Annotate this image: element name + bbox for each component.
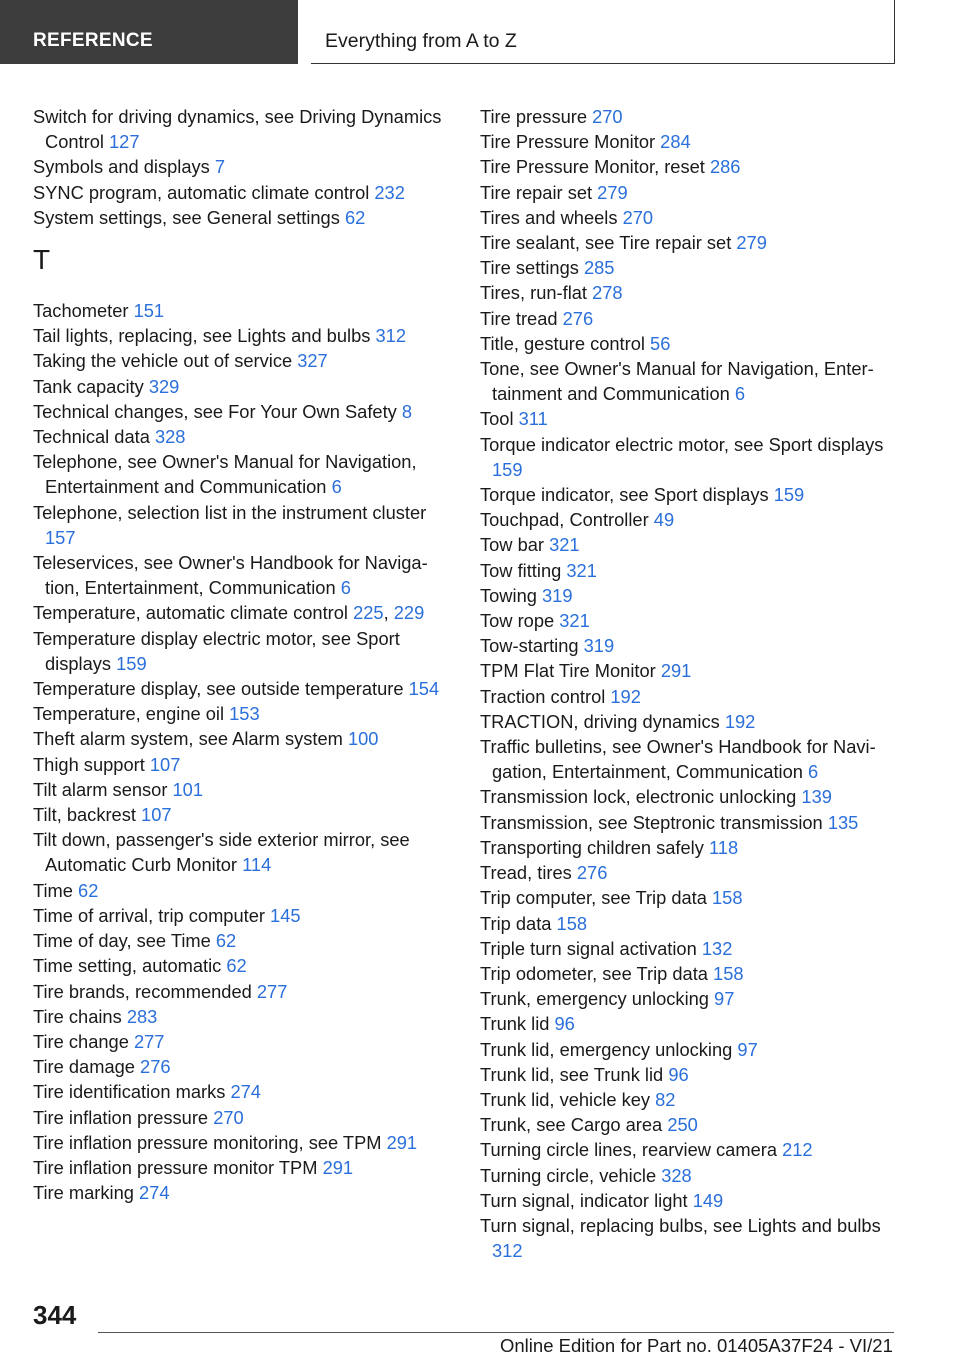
index-entry-text: Towing — [480, 584, 542, 606]
index-entry-text: System settings, see General settings — [33, 206, 345, 228]
page-reference-link[interactable]: 279 — [597, 181, 628, 203]
index-entry-text: Tire repair set — [480, 181, 598, 203]
index-entry-text: Torque indicator electric motor, see Sport displays — [480, 433, 884, 455]
index-entry-text: Turn signal, replacing bulbs, see Lights and bulbs — [480, 1214, 881, 1236]
page-reference-link[interactable]: 127 — [109, 131, 140, 153]
index-entry — [480, 734, 900, 784]
index-column-right — [480, 104, 900, 1263]
index-entry — [33, 1004, 453, 1029]
index-entry — [480, 583, 900, 608]
page-reference-link[interactable]: 62 — [78, 879, 99, 901]
index-entry-text: Tire marking — [33, 1182, 139, 1204]
index-entry-text: Tilt alarm sensor — [33, 778, 173, 800]
index-entry — [480, 255, 900, 280]
page-reference-link[interactable]: 250 — [667, 1114, 698, 1136]
page-reference-link[interactable]: 279 — [736, 232, 767, 254]
page-reference-link[interactable]: 154 — [408, 678, 440, 700]
page-reference-link[interactable]: 319 — [541, 584, 573, 606]
index-entry — [33, 777, 453, 802]
index-entry-text: Tow bar — [480, 534, 550, 556]
index-entry-text: Tow-starting — [480, 635, 584, 657]
page-reference-link[interactable]: 212 — [782, 1139, 813, 1161]
index-entry-text: Tire identification marks — [33, 1081, 231, 1103]
page-reference-link[interactable]: 139 — [801, 786, 832, 808]
index-entry — [33, 1130, 453, 1155]
index-entry-text: Tire tread — [480, 307, 563, 329]
page-reference-link[interactable]: 232 — [374, 181, 405, 203]
index-entry-text: Tires and wheels — [480, 206, 623, 228]
index-entry-text: Tow fitting — [480, 559, 567, 581]
page-reference-link[interactable]: 158 — [713, 962, 744, 984]
index-entry — [33, 449, 453, 499]
index-entry-text: Tow rope — [480, 610, 560, 632]
index-entry-text: Trunk, see Cargo area — [480, 1114, 668, 1136]
index-letter-heading: T — [33, 244, 51, 276]
page-reference-link[interactable]: 229 — [393, 602, 425, 624]
index-entry — [33, 752, 453, 777]
page-reference-link[interactable]: 6 — [808, 761, 819, 783]
index-entry — [33, 878, 453, 903]
index-entry-text: Tire inflation pressure monitoring, see TPM — [33, 1131, 387, 1153]
index-entry-text: Time of arrival, trip computer — [33, 904, 271, 926]
index-entry — [33, 323, 453, 348]
page-reference-link[interactable]: 321 — [566, 559, 597, 581]
page-reference-link[interactable]: 291 — [386, 1131, 418, 1153]
index-entry — [480, 558, 900, 583]
index-entry-text: Torque indicator, see Sport displays — [480, 484, 774, 506]
page-reference-link[interactable]: 312 — [375, 325, 406, 347]
page-reference-link[interactable]: 276 — [576, 862, 608, 884]
index-entry-text: Tool — [480, 408, 519, 430]
index-entry — [33, 424, 453, 449]
page-reference-link[interactable]: 62 — [226, 955, 247, 977]
index-entry-text: Transmission, see Steptronic transmission — [480, 811, 828, 833]
index-entry — [480, 1137, 900, 1162]
page-number: 344 — [33, 1300, 77, 1330]
page-reference-link[interactable]: 97 — [737, 1038, 758, 1060]
index-entry — [480, 784, 900, 809]
index-entry-text: Traffic bulletins, see Owner's Handbook for Navigation, Entertainment, Communication — [480, 736, 876, 783]
index-entry — [33, 928, 453, 953]
page-reference-link[interactable]: 270 — [213, 1106, 244, 1128]
chapter-header — [311, 0, 895, 64]
index-entry — [33, 701, 453, 726]
page-reference-link[interactable]: 274 — [138, 1182, 170, 1204]
index-entry-text: Theft alarm system, see Alarm system — [33, 728, 348, 750]
page-reference-link[interactable]: 151 — [133, 300, 165, 322]
index-entry — [480, 1062, 900, 1087]
index-entry: Temperature, automatic climate control 225, 229 — [33, 602, 425, 624]
index-entry — [480, 1011, 900, 1036]
page-reference-link[interactable]: 96 — [668, 1063, 689, 1085]
page-reference-link[interactable]: 49 — [653, 509, 675, 531]
index-entry — [33, 348, 453, 373]
page-reference-link[interactable]: 270 — [622, 206, 654, 228]
page-reference-link[interactable]: 6 — [331, 476, 342, 498]
page-reference-link[interactable]: 132 — [701, 937, 733, 959]
index-entry — [33, 298, 453, 323]
index-entry-text: Taking the vehicle out of service — [33, 350, 298, 372]
index-entry-text: Tire pressure — [480, 106, 593, 127]
index-entry-text: Trip computer, see Trip data — [480, 887, 713, 909]
index-entry-text: Trunk lid, vehicle key — [480, 1088, 656, 1110]
index-entry — [33, 180, 453, 205]
index-entry-text: Temperature, engine oil — [33, 703, 230, 725]
page-reference-link[interactable]: 329 — [148, 375, 180, 397]
page-reference-link[interactable]: 97 — [714, 988, 735, 1010]
index-entry-text: Touchpad, Controller — [480, 509, 654, 531]
index-entry-text: Tire chains — [33, 1005, 127, 1027]
index-entry-text: Trunk lid, emergency unlocking — [480, 1038, 738, 1060]
index-entry — [33, 626, 453, 676]
index-entry — [480, 1112, 900, 1137]
page-reference-link[interactable]: 145 — [270, 904, 301, 926]
index-entry — [480, 608, 900, 633]
index-entry-text: Telephone, see Owner's Manual for Navigation, Entertainment and Communication — [33, 451, 417, 498]
index-entry-text: TPM Flat Tire Monitor — [480, 660, 661, 682]
index-entry-text: SYNC program, automatic climate control — [33, 181, 375, 203]
page-reference-link[interactable]: 328 — [154, 426, 186, 448]
index-entry-text: Tire inflation pressure — [33, 1106, 214, 1128]
index-entry-text: Temperature display, see outside temperature — [33, 678, 409, 700]
index-entry — [480, 860, 900, 885]
index-entry-text: Temperature display electric motor, see Sport displays — [33, 627, 400, 674]
page-reference-link[interactable]: 100 — [347, 728, 379, 750]
index-entry — [480, 658, 900, 683]
index-entry-text: Trunk lid, see Trunk lid — [480, 1063, 669, 1085]
index-entry — [480, 986, 900, 1011]
page-reference-link[interactable]: 159 — [773, 484, 805, 506]
page-reference-link[interactable]: 107 — [141, 804, 172, 826]
index-entry — [33, 1105, 453, 1130]
page-reference-link[interactable]: 101 — [172, 778, 204, 800]
index-entry-text: TRACTION, driving dynamics — [480, 710, 725, 732]
index-entry — [33, 1079, 453, 1104]
page-reference-link[interactable]: 286 — [709, 156, 741, 178]
index-entry — [33, 676, 453, 701]
index-entry — [480, 482, 900, 507]
page-reference-link[interactable]: 118 — [708, 836, 739, 858]
page-reference-link[interactable]: 192 — [610, 685, 641, 707]
page-reference-link[interactable]: 149 — [692, 1189, 724, 1211]
section-label: REFERENCE — [33, 30, 153, 51]
index-entry — [33, 205, 453, 230]
index-entry — [480, 911, 900, 936]
index-entry-text: Turning circle, vehicle — [480, 1164, 662, 1186]
footer-divider — [98, 1332, 894, 1333]
page-reference-link[interactable]: 277 — [133, 1030, 165, 1052]
index-entry-text: Turning circle lines, rearview camera — [480, 1139, 783, 1161]
index-entry-text: Telephone, selection list in the instrument cluster — [33, 501, 427, 523]
section-tab — [0, 0, 298, 64]
index-entry-text: Time setting, automatic — [33, 955, 227, 977]
chapter-title: Everything from A to Z — [325, 30, 517, 52]
index-entry — [480, 532, 900, 557]
index-entry-text: Tire inflation pressure monitor TPM — [33, 1156, 323, 1178]
page-reference-link[interactable]: 311 — [518, 408, 548, 430]
page-reference-link[interactable]: 82 — [655, 1088, 676, 1110]
page-reference-link[interactable]: 270 — [592, 106, 623, 127]
page-reference-link[interactable]: 225 — [353, 602, 384, 624]
index-entry — [480, 1188, 900, 1213]
index-entry — [480, 1213, 900, 1263]
index-entry-text: Tail lights, replacing, see Lights and bulbs — [33, 325, 376, 347]
index-entry — [33, 550, 453, 600]
page-reference-link[interactable]: 159 — [116, 652, 147, 674]
index-entry-text: Tire settings — [480, 257, 584, 279]
page-reference-link[interactable]: 277 — [256, 980, 288, 1002]
index-entry — [480, 684, 900, 709]
footer-edition: Online Edition for Part no. 01405A37F24 - VI/21 — [500, 1335, 893, 1356]
index-entry — [33, 1180, 453, 1205]
page-reference-link[interactable]: 62 — [344, 206, 366, 228]
index-entry — [480, 205, 900, 230]
page-reference-link[interactable]: 284 — [660, 131, 691, 153]
page-reference-link[interactable]: 276 — [562, 307, 594, 329]
index-entry — [480, 507, 900, 532]
index-entry-text: Temperature, automatic climate control — [33, 602, 354, 624]
index-entry — [480, 633, 900, 658]
index-entry — [33, 154, 453, 179]
index-entry-text: Transmission lock, electronic unlocking — [480, 786, 802, 808]
page-reference-link[interactable]: 312 — [492, 1240, 523, 1262]
index-entry — [480, 230, 900, 255]
index-entry — [33, 104, 453, 154]
page-reference-link[interactable]: 276 — [140, 1056, 171, 1078]
index-entry-text: Tilt, backrest — [33, 804, 142, 826]
index-entry-text: Tire sealant, see Tire repair set — [480, 232, 737, 254]
index-entry-text: Time of day, see Time — [33, 930, 216, 952]
index-entry-text: Trip odometer, see Trip data — [480, 962, 714, 984]
index-entry — [33, 399, 453, 424]
index-entry-text: Tire damage — [33, 1056, 141, 1078]
index-entry — [33, 802, 453, 827]
page-reference-link[interactable]: 135 — [827, 811, 859, 833]
index-entry-text: Tire Pressure Monitor, reset — [480, 156, 710, 178]
index-entry-text: Time — [33, 879, 79, 901]
index-entry — [480, 961, 900, 986]
page-reference-link[interactable]: 321 — [559, 610, 590, 632]
index-entry — [33, 979, 453, 1004]
page-reference-link[interactable]: 6 — [340, 577, 351, 599]
index-entry-text: Title, gesture control — [480, 332, 651, 354]
page-reference-link[interactable]: 157 — [45, 526, 76, 548]
index-entry — [33, 1054, 453, 1079]
page-reference-link[interactable]: 328 — [661, 1164, 692, 1186]
index-entry-text: Tank capacity — [33, 375, 149, 397]
index-entry — [480, 1037, 900, 1062]
page-reference-link[interactable]: 285 — [583, 257, 615, 279]
index-entry-text: Tachometer — [33, 300, 134, 322]
index-entry — [480, 104, 900, 129]
page-reference-link[interactable]: 327 — [297, 350, 328, 372]
index-entry-text: Tire Pressure Monitor — [480, 131, 661, 153]
page-reference-link[interactable]: 158 — [712, 887, 743, 909]
page-reference-link[interactable]: 6 — [734, 383, 746, 405]
index-entry — [33, 726, 453, 751]
index-entry — [480, 709, 900, 734]
index-entry — [480, 154, 900, 179]
page-reference-link[interactable]: 192 — [724, 710, 756, 732]
index-entry — [480, 306, 900, 331]
index-entry — [480, 331, 900, 356]
page-reference-link[interactable]: 319 — [583, 635, 615, 657]
page-reference-link[interactable]: 114 — [242, 854, 272, 876]
index-entry — [480, 1163, 900, 1188]
page-reference-link[interactable]: 321 — [549, 534, 580, 556]
index-entry — [480, 885, 900, 910]
index-entry-text: Tilt down, passenger's side exterior mirror, see Automatic Curb Monitor — [33, 829, 410, 876]
page-reference-link[interactable]: 153 — [229, 703, 260, 725]
index-entry — [33, 903, 453, 928]
index-entry-text: Turn signal, indicator light — [480, 1189, 693, 1211]
index-entry-text: Thigh support — [33, 753, 150, 775]
index-entry — [480, 835, 900, 860]
index-entry-text: Tone, see Owner's Manual for Navigation, Entertainment and Communication — [480, 358, 874, 405]
index-entry-text: Trunk lid — [480, 1013, 555, 1035]
index-entry — [480, 356, 900, 406]
page-reference-link[interactable]: 107 — [149, 753, 181, 775]
page-reference-link[interactable]: 8 — [401, 400, 413, 422]
index-entry — [480, 936, 900, 961]
index-entry-text: Traction control — [480, 685, 611, 707]
index-entry-text: Trunk, emergency unlocking — [480, 988, 715, 1010]
index-entry — [33, 827, 453, 877]
page-reference-link[interactable]: 158 — [556, 912, 588, 934]
index-entry — [480, 129, 900, 154]
index-entry — [33, 374, 453, 399]
index-entry-text: Tread, tires — [480, 862, 577, 884]
index-entry — [33, 500, 453, 550]
index-entry — [33, 953, 453, 978]
page-reference-link[interactable]: 278 — [592, 282, 623, 304]
index-entry — [480, 810, 900, 835]
index-entry-text: Tire brands, recommended — [33, 980, 257, 1002]
page-reference-link[interactable]: 274 — [230, 1081, 261, 1103]
index-entry-text: Technical data — [33, 426, 155, 448]
index-entry-text: Symbols and displays — [33, 156, 215, 178]
index-entry — [480, 406, 900, 431]
index-entry-text: Switch for driving dynamics, see Driving Dynamics Control — [33, 106, 442, 153]
index-column-left — [33, 104, 453, 1205]
index-entry-text: Teleservices, see Owner's Handbook for Navigation, Entertainment, Communication — [33, 552, 428, 599]
index-entry — [33, 1029, 453, 1054]
page-reference-link[interactable]: 7 — [214, 156, 226, 178]
index-entry — [33, 1155, 453, 1180]
index-entry — [480, 1087, 900, 1112]
index-entry-text: Trip data — [480, 912, 557, 934]
index-entry — [480, 180, 900, 205]
index-entry — [480, 432, 900, 482]
index-entry — [480, 280, 900, 305]
index-entry-text: Triple turn signal activation — [480, 937, 702, 959]
page-reference-link[interactable]: 291 — [660, 660, 692, 682]
index-entry-text: Tires, run-flat — [480, 282, 593, 304]
page-reference-link[interactable]: 62 — [215, 930, 237, 952]
index-entry-text: Tire change — [33, 1030, 134, 1052]
index-entry-text: Technical changes, see For Your Own Safety — [33, 400, 402, 422]
index-entry-text: Transporting children safely — [480, 836, 709, 858]
page-reference-link[interactable]: 291 — [322, 1156, 354, 1178]
page-reference-link[interactable]: 283 — [126, 1005, 158, 1027]
page-reference-link[interactable]: 96 — [554, 1013, 575, 1035]
page-reference-link[interactable]: 56 — [650, 332, 671, 354]
page-reference-link[interactable]: 159 — [492, 458, 523, 480]
